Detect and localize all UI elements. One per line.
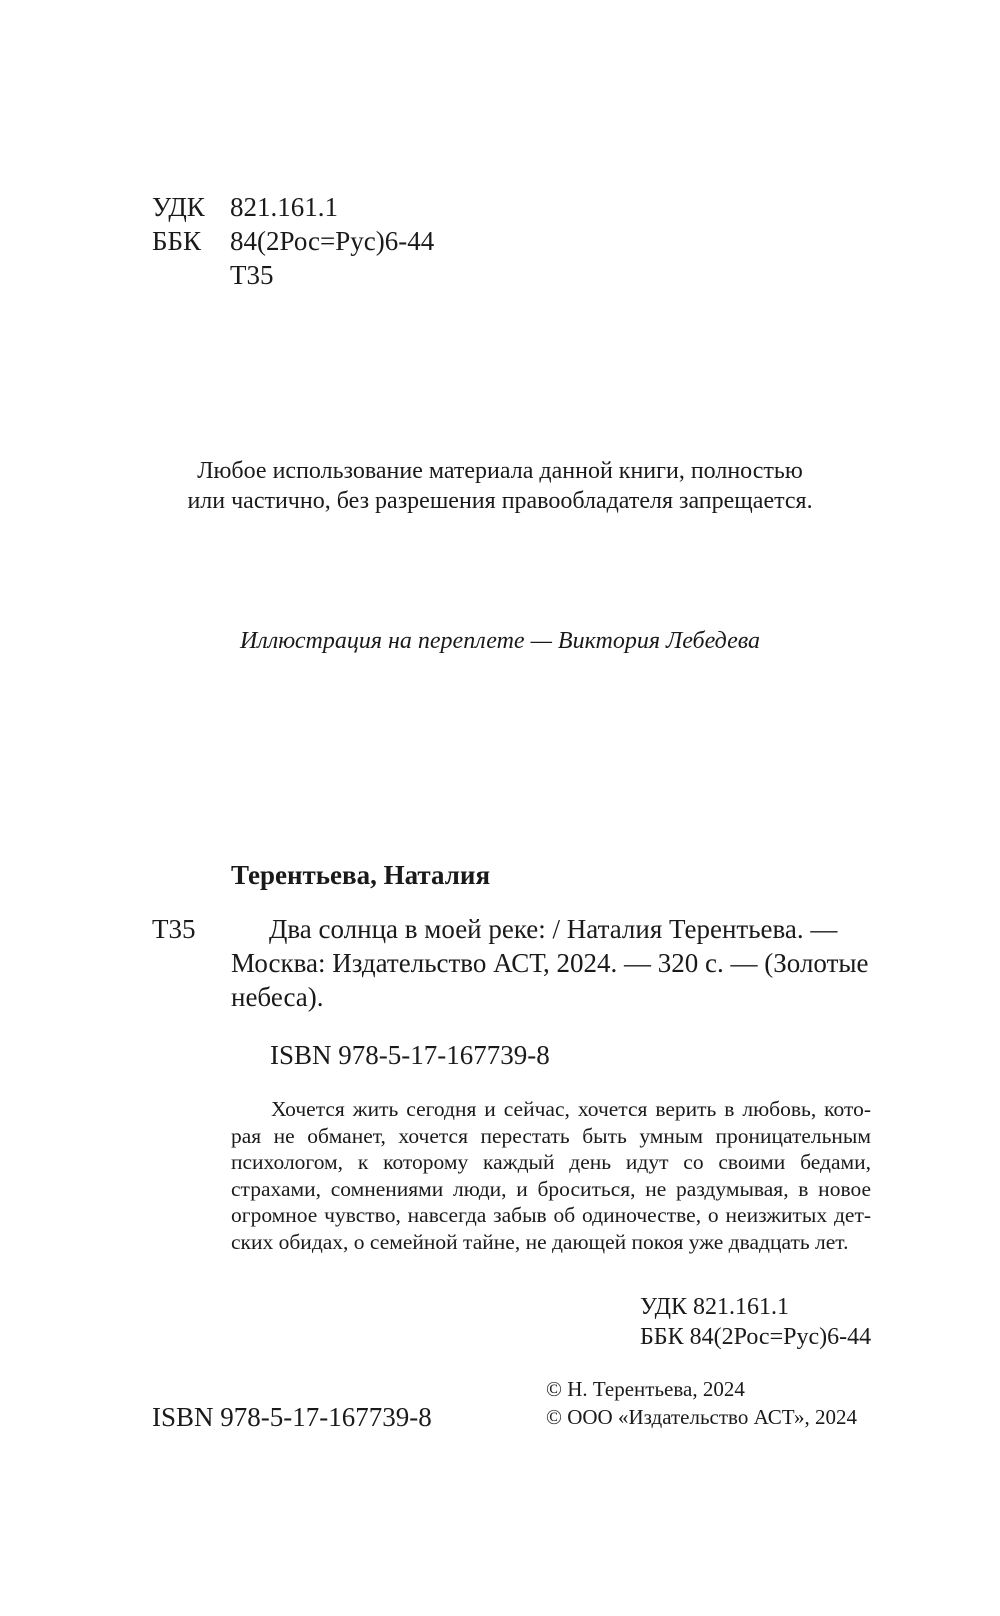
annotation-line: страхами, сомнениями люди, и броситься, не раздумывая, в новое (231, 1176, 871, 1201)
author-mark-catalog: Т35 (152, 914, 196, 944)
author-mark-top: Т35 (230, 260, 274, 290)
catalog-bbk: ББК 84(2Рос=Рус)6-44 (640, 1324, 872, 1350)
annotation-line: психологом, к которому каждый день идут со своими бедами, (231, 1150, 871, 1175)
illustration-credit: Иллюстрация на переплете — Виктория Лебедева (239, 628, 761, 654)
copyright-publisher: © ООО «Издательство АСТ», 2024 (546, 1405, 857, 1429)
footer-isbn: ISBN 978-5-17-167739-8 (152, 1402, 432, 1432)
copyright-author: © Н. Терентьева, 2024 (546, 1377, 745, 1401)
author-heading: Терентьева, Наталия (231, 860, 491, 890)
catalog-udk: УДК 821.161.1 (640, 1294, 789, 1320)
copyright-notice-line2: или частично, без разрешения правообладателя запрещается. (187, 488, 813, 514)
bbk-label: ББК (152, 226, 202, 256)
annotation-line: ских обидах, о семейной тайне, не дающей покоя уже двадцать лет. (231, 1229, 849, 1254)
copyright-notice-line1: Любое использование материала данной книги, полностью (197, 458, 803, 484)
annotation-line: рая не обманет, хочется перестать быть умным проницательным (231, 1123, 871, 1148)
catalog-isbn: ISBN 978-5-17-167739-8 (270, 1040, 550, 1070)
bbk-value: 84(2Рос=Рус)6-44 (230, 226, 435, 256)
annotation-line: огромное чувство, навсегда забыв об одиночестве, о неизжитых дет- (231, 1203, 871, 1228)
description-line-3: небеса). (231, 982, 324, 1012)
udk-label: УДК (152, 192, 205, 222)
description-line-1: Два солнца в моей реке: / Наталия Терентьева. — (269, 914, 838, 944)
annotation-line: Хочется жить сегодня и сейчас, хочется верить в любовь, кото- (271, 1097, 871, 1121)
annotation (231, 1096, 871, 1256)
udk-value: 821.161.1 (230, 192, 338, 222)
description-line-2: Москва: Издательство АСТ, 2024. — 320 с. — (Золотые (231, 948, 869, 978)
